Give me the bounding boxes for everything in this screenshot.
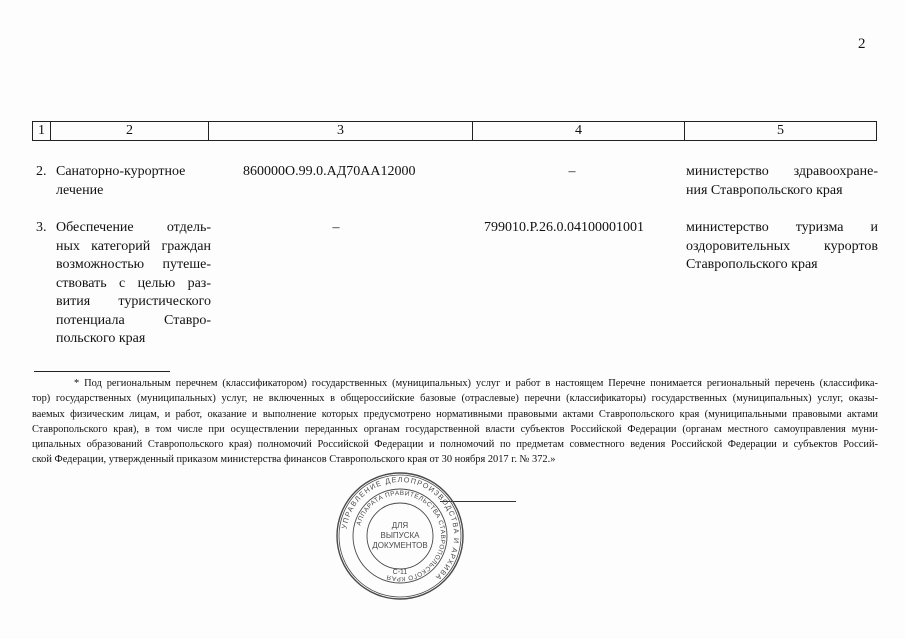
svg-text:УПРАВЛЕНИЕ ДЕЛОПРОИЗВОДСТВА И: УПРАВЛЕНИЕ ДЕЛОПРОИЗВОДСТВА И АРХИВА <box>339 474 462 583</box>
col-number-3: 3 <box>209 122 473 141</box>
service-name: Обеспечение отдель- ных категорий граждан возможностью путеше- ствовать с целью раз- вития туристического потенциала Ставро- польского края <box>56 220 211 346</box>
row-number: 3. <box>36 220 47 235</box>
column-number-header <box>32 121 877 141</box>
regional-list-code: – <box>568 164 576 179</box>
svg-text:ДОКУМЕНТОВ: ДОКУМЕНТОВ <box>372 541 428 550</box>
col-number-1: 1 <box>33 122 51 141</box>
col-number-2: 2 <box>51 122 209 141</box>
page-number: 2 <box>858 36 866 52</box>
col-number-5: 5 <box>685 122 877 141</box>
regional-list-code: 799010.Р.26.0.04100001001 <box>484 220 645 235</box>
svg-text:АППАРАТА ПРАВИТЕЛЬСТВА СТАВРОП: АППАРАТА ПРАВИТЕЛЬСТВА СТАВРОПОЛЬСКОГО КРАЯ <box>355 489 447 583</box>
footnote-separator <box>34 371 170 372</box>
svg-text:ВЫПУСКА: ВЫПУСКА <box>380 531 420 540</box>
service-name: Санаторно-курортное лечение <box>56 164 186 198</box>
official-stamp <box>335 471 465 606</box>
svg-text:ДЛЯ: ДЛЯ <box>391 521 409 530</box>
footnote: * Под региональным перечнем (классификатором) государственных (муниципальных) услуг и работ в настоящем Перечне понимается региональный перечень (классифика- тор) государственных (муниципальных) услуг, не включенных в общероссийские базовые (отраслевые) перечни (классификаторы) государственных (муниципальных) услуг, оказы- ваемых физическим лицам, и работ, оказание и выполнение которых предусмотрено нормативными правовыми актами Ставропольского края (муниципальными правовыми актами Ставропольского края), в том числе при осуществлении переданных органам государственной власти субъектов Российской Федерации (органам местного самоуправления муни- ципальных образований Ставропольского края) полномочий Российской Федерации и полномочий по предметам совместного ведения Российской Федерации и субъектов Россий- ской Федерации, утвержденный приказом министерства финансов Ставропольского края от 30 ноября 2017 г. № 372.» <box>32 378 878 466</box>
stamp-seal-icon <box>335 471 465 601</box>
col-number-4: 4 <box>473 122 685 141</box>
responsible-ministry: министерство здравоохране- ния Ставропольского края <box>686 164 878 198</box>
row-number: 2. <box>36 164 47 179</box>
basic-list-code: – <box>332 220 340 235</box>
basic-list-code: 860000О.99.0.АД70АА12000 <box>243 164 416 179</box>
responsible-ministry: министерство туризма и оздоровительных курортов Ставропольского края <box>686 220 878 272</box>
svg-text:С-11: С-11 <box>392 569 408 576</box>
